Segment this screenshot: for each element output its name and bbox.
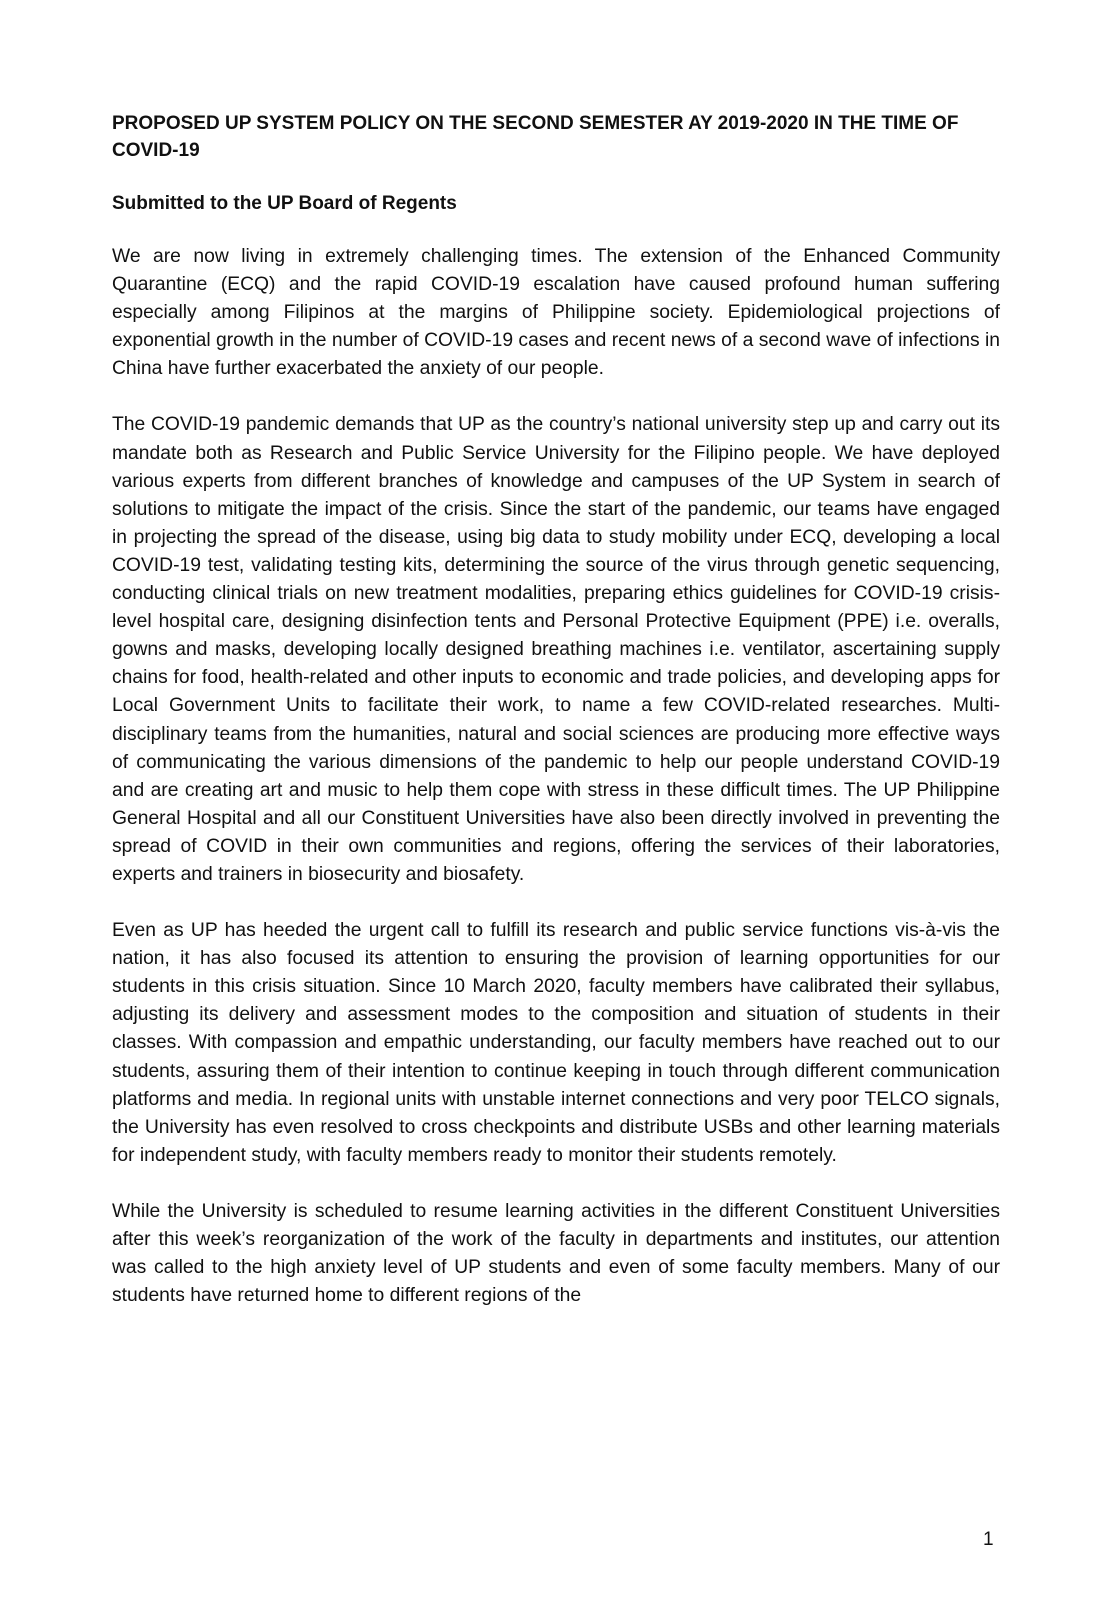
paragraph-intro: We are now living in extremely challenging times. The extension of the Enhanced Community Quarantine (ECQ) and the rapid COVID-19 escalation have caused profound human suffering especially among Filipinos at the margins of Philippine society. Epidemiological projections of exponential growth in the number of COVID-19 cases and recent news of a second wave of infections in China have further exacerbated the anxiety of our people. <box>112 246 1000 380</box>
paragraph-research: The COVID-19 pandemic demands that UP as the country’s national university step up and carry out its mandate both as Research and Public Service University for the Filipino people. We have deployed various experts from different branches of knowledge and campuses of the UP System in search of solutions to mitigate the impact of the crisis. Since the start of the pandemic, our teams have engaged in projecting the spread of the disease, using big data to study mobility under ECQ, developing a local COVID-19 test, validating testing kits, determining the source of the virus through genetic sequencing, conducting clinical trials on new treatment modalities, preparing ethics guidelines for COVID-19 crisis-level hospital care, designing disinfection tents and Personal Protective Equipment (PPE) i.e. overalls, gowns and masks, developing locally designed breathing machines i.e. ventilator, ascertaining supply chains for food, health-related and other inputs to economic and trade policies, and developing apps for Local Government Units to facilitate their work, to name a few COVID-related researches. Multi-disciplinary teams from the humanities, natural and social sciences are producing more effective ways of communicating the various dimensions of the pandemic to help our people understand COVID-19 and are creating art and music to help them cope with stress in these difficult times. The UP Philippine General Hospital and all our Constituent Universities have also been directly involved in preventing the spread of COVID in their own communities and regions, offering the services of their laboratories, experts and trainers in biosecurity and biosafety. <box>112 414 1000 885</box>
document-title: PROPOSED UP SYSTEM POLICY ON THE SECOND SEMESTER AY 2019-2020 IN THE TIME OF COVID-19 <box>112 113 959 161</box>
paragraph-resume: While the University is scheduled to resume learning activities in the different Constituent Universities after this week’s reorganization of the work of the faculty in departments and institutes, our attention was called to the high anxiety level of UP students and even of some faculty members. Many of our students have returned home to different regions of the <box>112 1200 1000 1307</box>
document-body <box>112 110 1000 1338</box>
document-subtitle: Submitted to the UP Board of Regents <box>112 193 457 214</box>
page-number: 1 <box>983 1529 994 1550</box>
paragraph-learning: Even as UP has heeded the urgent call to fulfill its research and public service functions vis-à-vis the nation, it has also focused its attention to ensuring the provision of learning opportunities for our students in this crisis situation. Since 10 March 2020, faculty members have calibrated their syllabus, adjusting its delivery and assessment modes to the composition and situation of students in their classes. With compassion and empathic understanding, our faculty members have reached out to our students, assuring them of their intention to continue keeping in touch through different communication platforms and media. In regional units with unstable internet connections and very poor TELCO signals, the University has even resolved to cross checkpoints and distribute USBs and other learning materials for independent study, with faculty members ready to monitor their students remotely. <box>112 920 1000 1166</box>
